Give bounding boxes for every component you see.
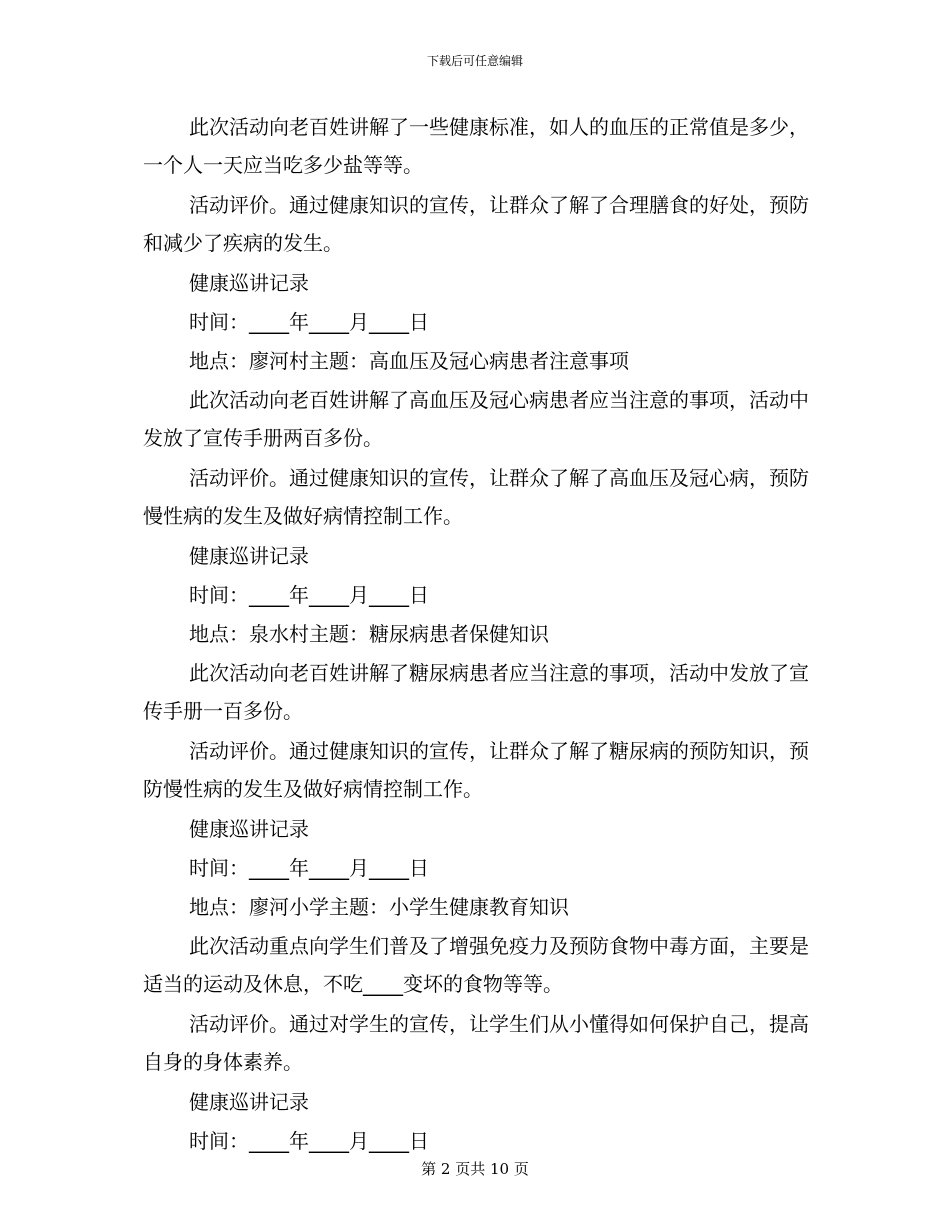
section-heading: 健康巡讲记录 (189, 271, 309, 295)
section-heading: 健康巡讲记录 (189, 1090, 309, 1114)
paragraph: 活动评价。通过对学生的宣传，让学生们从小懂得如何保护自己，提高自身的身体素养。 (143, 1012, 809, 1074)
paragraph: 此次活动向老百姓讲解了一些健康标准，如人的血压的正常值是多少，一个人一天应当吃多少盐等等。 (143, 115, 809, 177)
location-topic-line: 地点：廖河村主题：高血压及冠心病患者注意事项 (189, 349, 629, 373)
location-topic-line: 地点：廖河小学主题：小学生健康教育知识 (189, 895, 569, 919)
paragraph: 此次活动向老百姓讲解了糖尿病患者应当注意的事项，活动中发放了宣传手册一百多份。 (143, 661, 809, 723)
date-line: 时间：____年____月____日 (189, 1129, 429, 1153)
page-footer: 第 2 页共 10 页 (421, 1160, 529, 1178)
document-body (143, 108, 823, 1161)
paragraph: 此次活动向老百姓讲解了高血压及冠心病患者应当注意的事项，活动中发放了宣传手册两百多份。 (143, 388, 809, 450)
paragraph: 活动评价。通过健康知识的宣传，让群众了解了糖尿病的预防知识，预防慢性病的发生及做好病情控制工作。 (143, 739, 809, 801)
date-line: 时间：____年____月____日 (189, 310, 429, 334)
paragraph: 活动评价。通过健康知识的宣传，让群众了解了高血压及冠心病，预防慢性病的发生及做好病情控制工作。 (143, 466, 809, 528)
section-heading: 健康巡讲记录 (189, 544, 309, 568)
paragraph: 此次活动重点向学生们普及了增强免疫力及预防食物中毒方面，主要是适当的运动及休息，不吃____变坏的食物等等。 (143, 934, 809, 996)
section-heading: 健康巡讲记录 (189, 817, 309, 841)
location-topic-line: 地点：泉水村主题：糖尿病患者保健知识 (189, 622, 549, 646)
paragraph: 活动评价。通过健康知识的宣传，让群众了解了合理膳食的好处，预防和减少了疾病的发生。 (143, 193, 809, 255)
page-header: 下载后可任意编辑 (426, 54, 523, 68)
date-line: 时间：____年____月____日 (189, 856, 429, 880)
date-line: 时间：____年____月____日 (189, 583, 429, 607)
